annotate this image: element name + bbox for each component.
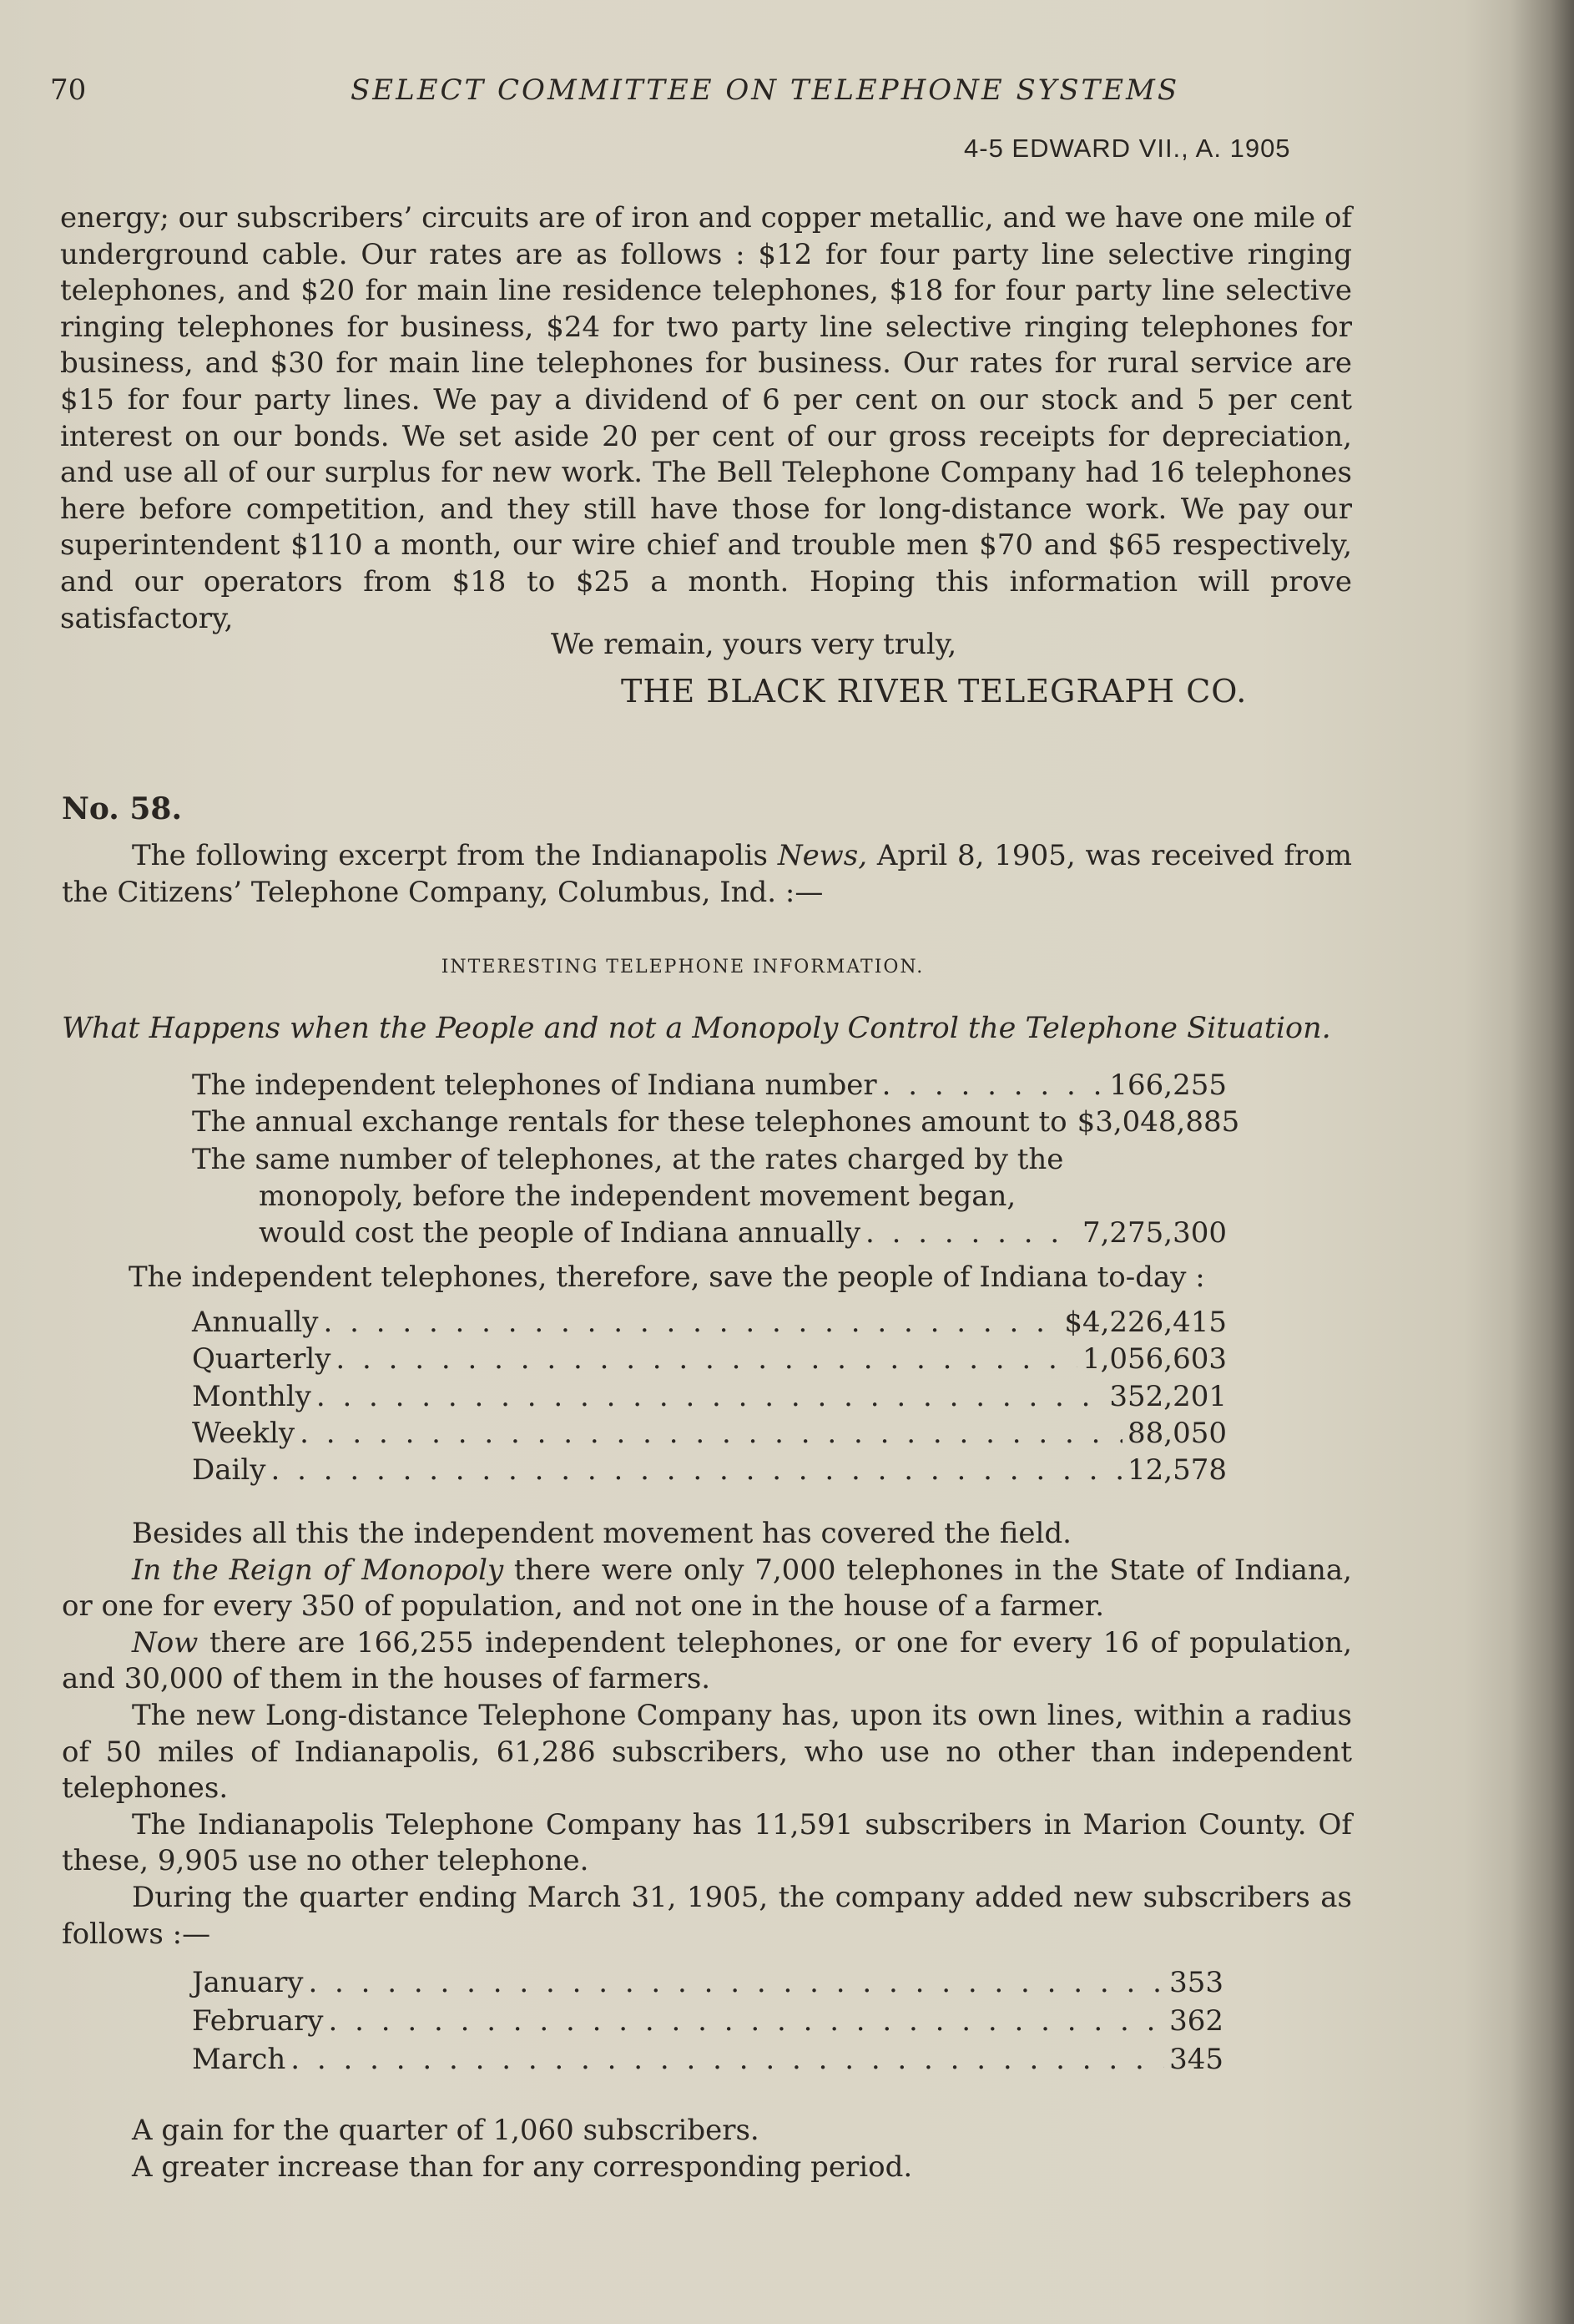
month-row xyxy=(192,2002,1223,2040)
savings-value: 352,201 xyxy=(1109,1379,1227,1413)
savings-label: Annually xyxy=(192,1306,319,1339)
running-title: SELECT COMMITTEE ON TELEPHONE SYSTEMS xyxy=(351,73,1180,107)
savings-value: 1,056,603 xyxy=(1082,1342,1227,1377)
paragraph: Besides all this the independent movement has covered the field. xyxy=(132,1517,1072,1550)
leader-dots xyxy=(323,1304,1059,1341)
stats-row xyxy=(192,1067,1227,1104)
stats-row xyxy=(192,1215,1227,1251)
leader-dots xyxy=(316,1378,1105,1415)
stats-row xyxy=(192,1141,1227,1178)
increase-line: A greater increase than for any corresponding period. xyxy=(132,2150,913,2184)
closing-lines xyxy=(132,2112,912,2185)
paragraph xyxy=(62,1625,1352,1698)
stats-table xyxy=(192,1067,1240,1251)
section-headline: What Happens when the People and not a Monopoly Control the Telephone Situation. xyxy=(62,1012,1331,1045)
leader-dots xyxy=(882,1067,1105,1104)
section-subheading: INTERESTING TELEPHONE INFORMATION. xyxy=(441,957,925,978)
session-label: 4-5 EDWARD VII., A. 1905 xyxy=(964,134,1291,163)
month-row xyxy=(192,1963,1223,2002)
monthly-subscribers-table xyxy=(192,1963,1223,2079)
paragraph: The new Long-distance Telephone Company has, upon its own lines, within a radius of 50 miles of Indianapolis, 61,286 subscribers, who use no other than independent telephones. xyxy=(62,1698,1352,1806)
stats-row xyxy=(192,1104,1240,1140)
gain-line: A gain for the quarter of 1,060 subscribers. xyxy=(132,2114,759,2147)
savings-label: Quarterly xyxy=(192,1342,331,1377)
leader-dots xyxy=(865,1215,1077,1251)
savings-value: 12,578 xyxy=(1128,1453,1227,1488)
italic-phrase: Now xyxy=(132,1625,199,1660)
savings-label: Daily xyxy=(192,1453,266,1488)
stats-value: 166,255 xyxy=(1109,1069,1227,1102)
item-number: No. 58. xyxy=(62,791,182,826)
paragraph xyxy=(62,1553,1352,1625)
savings-row xyxy=(192,1304,1227,1341)
stats-label: The independent telephones of Indiana number xyxy=(192,1069,877,1102)
leader-dots xyxy=(308,1963,1164,2002)
month-label: January xyxy=(192,1966,304,1999)
item-intro xyxy=(62,838,1352,911)
newspaper-name: News, xyxy=(777,839,868,872)
savings-intro: The independent telephones, therefore, save the people of Indiana to-day : xyxy=(129,1261,1205,1294)
stats-value: 7,275,300 xyxy=(1082,1216,1227,1250)
leader-dots xyxy=(290,2040,1164,2079)
paragraph-text: there were only 7,000 telephones in the State of Indiana, or one for every 350 of population, and not one in the house of a farmer. xyxy=(62,1553,1352,1624)
body-paragraphs xyxy=(62,1516,1352,1953)
savings-row xyxy=(192,1452,1227,1488)
paragraph: The Indianapolis Telephone Company has 11,591 subscribers in Marion County. Of these, 9,905 use no other telephone. xyxy=(62,1807,1352,1878)
month-value: 345 xyxy=(1169,2043,1223,2076)
letter-closing: We remain, yours very truly, xyxy=(551,628,957,661)
italic-phrase: In the Reign of Monopoly xyxy=(132,1553,504,1587)
month-label: March xyxy=(192,2043,286,2076)
leader-dots xyxy=(300,1415,1122,1452)
letter-signature: THE BLACK RIVER TELEGRAPH CO. xyxy=(621,673,1248,710)
intro-text-rest: April 8, 1905, was received from the Citizens’ Telephone Company, Columbus, Ind. :— xyxy=(62,839,1353,909)
letter-paragraph xyxy=(60,200,1352,637)
savings-row xyxy=(192,1378,1227,1415)
savings-label: Monthly xyxy=(192,1379,311,1413)
savings-value: 88,050 xyxy=(1128,1416,1227,1450)
savings-row xyxy=(192,1415,1227,1452)
stats-label: The annual exchange rentals for these telephones amount to xyxy=(192,1105,1067,1139)
paragraph: During the quarter ending March 31, 1905, the company added new subscribers as follows :— xyxy=(62,1880,1352,1951)
stats-label: monopoly, before the independent movement began, xyxy=(259,1179,1017,1213)
leader-dots xyxy=(329,2002,1165,2040)
month-value: 353 xyxy=(1169,1966,1223,1999)
stats-value: $3,048,885 xyxy=(1077,1105,1240,1139)
stats-label: The same number of telephones, at the rates charged by the xyxy=(192,1142,1064,1176)
stats-row xyxy=(192,1178,1227,1215)
letter-text: energy; our subscribers’ circuits are of iron and copper metallic, and we have one mile of underground cable. Our rates are as follows : $12 for four party line selective ringing telephones, and $20 for main line residence telephones, $18 for four party line selective ringing telephones for business, $24 for two party line selective ringing telephones for business, and $30 for main line telephones for business. Our rates for rural service are $15 for four party lines. We pay a dividend of 6 per cent on our stock and 5 per cent interest on our bonds. We set aside 20 per cent of our gross receipts for depreciation, and use all of our surplus for new work. The Bell Telephone Company had 16 telephones here before competition, and they still have those for long-distance work. We pay our superintendent $110 a month, our wire chief and trouble men $70 and $65 respectively, and our operators from $18 to $25 a month. Hoping this information will prove satisfactory, xyxy=(60,201,1352,635)
paragraph-text: there are 166,255 independent telephones, or one for every 16 of population, and 30,000 of them in the houses of farmers. xyxy=(62,1625,1352,1696)
month-row xyxy=(192,2040,1223,2079)
leader-dots xyxy=(271,1452,1123,1488)
intro-text: The following excerpt from the Indianapolis xyxy=(132,839,778,872)
savings-row xyxy=(192,1341,1227,1377)
stats-label: would cost the people of Indiana annually xyxy=(259,1216,861,1250)
month-value: 362 xyxy=(1169,2004,1223,2038)
savings-value: $4,226,415 xyxy=(1064,1306,1227,1339)
savings-table xyxy=(192,1304,1227,1488)
month-label: February xyxy=(192,2004,324,2038)
savings-label: Weekly xyxy=(192,1416,295,1450)
page-number: 70 xyxy=(50,73,87,107)
leader-dots xyxy=(335,1341,1077,1377)
